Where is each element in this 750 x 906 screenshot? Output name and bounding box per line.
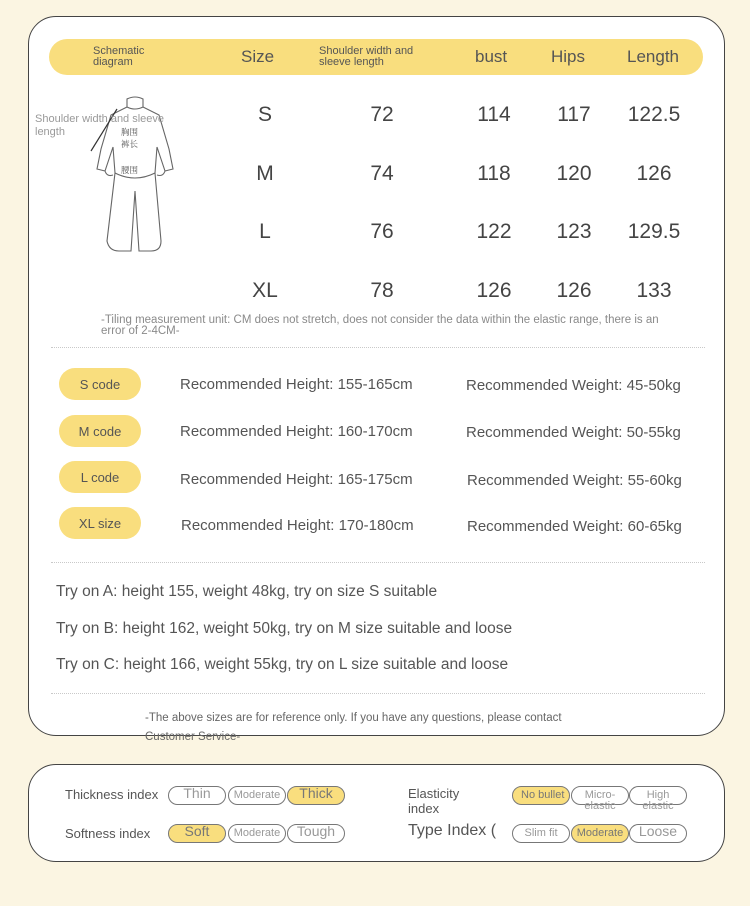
cell-hips: 126 <box>556 279 592 302</box>
diagram-mark-waist: 腰围 <box>121 166 139 176</box>
cell-size: XL <box>252 279 278 302</box>
cell-hips: 120 <box>556 162 592 185</box>
recommended-height: Recommended Height: 160-170cm <box>180 423 413 440</box>
cell-length: 122.5 <box>627 103 681 126</box>
cell-bust: 118 <box>477 162 511 185</box>
elasticity-option-micro-elastic: Micro-elastic <box>571 786 629 805</box>
cell-bust: 114 <box>477 103 511 126</box>
type-option-moderate: Moderate <box>571 824 629 843</box>
cell-hips: 117 <box>557 103 591 126</box>
recommended-height: Recommended Height: 170-180cm <box>181 517 414 534</box>
diagram-mark-chest: 胸围 <box>121 128 139 138</box>
diagram-mark-length: 裤长 <box>121 140 139 150</box>
size-code-pill: M code <box>59 415 141 447</box>
table-row <box>29 271 726 311</box>
header-shoulder: Shoulder width and sleeve length <box>319 45 414 68</box>
softness-option-moderate: Moderate <box>228 824 286 843</box>
cell-shoulder: 74 <box>370 162 394 185</box>
recommended-weight: Recommended Weight: 55-60kg <box>467 472 682 489</box>
cell-bust: 126 <box>476 279 512 302</box>
divider <box>51 693 705 694</box>
recommended-weight: Recommended Weight: 45-50kg <box>466 377 681 394</box>
softness-index-label: Softness index <box>65 826 151 841</box>
recommended-height: Recommended Height: 155-165cm <box>180 376 413 393</box>
fabric-index-card <box>28 764 725 862</box>
softness-option-soft: Soft <box>168 824 226 843</box>
try-on-a: Try on A: height 155, weight 48kg, try on size S suitable <box>56 583 438 600</box>
cell-length: 133 <box>636 279 672 302</box>
size-code-pill: S code <box>59 368 141 400</box>
cell-size: S <box>257 103 272 126</box>
header-length: Length <box>627 47 679 66</box>
thickness-option-moderate: Moderate <box>228 786 286 805</box>
cell-length: 126 <box>636 162 672 185</box>
thickness-option-thick: Thick <box>287 786 345 805</box>
softness-option-tough: Tough <box>287 824 345 843</box>
cell-shoulder: 76 <box>370 220 394 243</box>
size-code-pill: L code <box>59 461 141 493</box>
measurement-note: -Tiling measurement unit: CM does not stretch, does not consider the data within the elastic range, there is an error of 2-4CM- <box>101 314 659 337</box>
table-row <box>29 212 726 252</box>
reference-footnote: -The above sizes are for reference only. If you have any questions, please contact Customer Service- <box>145 712 562 743</box>
divider <box>51 347 705 348</box>
type-option-loose: Loose <box>629 824 687 843</box>
type-index-label: Type Index ( <box>408 822 497 839</box>
try-on-b: Try on B: height 162, weight 50kg, try on M size suitable and loose <box>56 620 513 637</box>
recommended-weight: Recommended Weight: 50-55kg <box>466 424 681 441</box>
recommended-height: Recommended Height: 165-175cm <box>180 471 413 488</box>
cell-hips: 123 <box>556 220 592 243</box>
divider <box>51 562 705 563</box>
table-header-bar <box>49 39 703 75</box>
cell-size: L <box>259 220 271 243</box>
diagram-label: Shoulder width and sleeve length <box>35 113 165 138</box>
table-row <box>29 95 726 135</box>
cell-bust: 122 <box>476 220 512 243</box>
thickness-option-thin: Thin <box>168 786 226 805</box>
cell-length: 129.5 <box>627 220 681 243</box>
size-chart-card <box>28 16 725 743</box>
type-option-slim-fit: Slim fit <box>512 824 570 843</box>
header-size: Size <box>241 47 275 66</box>
cell-size: M <box>256 162 274 185</box>
table-row <box>29 154 726 194</box>
thickness-index-label: Thickness index <box>65 787 159 802</box>
recommended-weight: Recommended Weight: 60-65kg <box>467 518 682 535</box>
elasticity-option-no-bullet: No bullet <box>512 786 570 805</box>
header-diagram: Schematic diagram <box>93 45 145 68</box>
header-bust: bust <box>475 47 508 66</box>
elasticity-option-high-elastic: High elastic <box>629 786 687 805</box>
cell-shoulder: 72 <box>370 103 394 126</box>
cell-shoulder: 78 <box>370 279 394 302</box>
header-hips: Hips <box>551 47 586 66</box>
elasticity-index-label: Elasticity index <box>408 786 460 816</box>
size-code-pill: XL size <box>59 507 141 539</box>
try-on-c: Try on C: height 166, weight 55kg, try on L size suitable and loose <box>56 656 509 673</box>
